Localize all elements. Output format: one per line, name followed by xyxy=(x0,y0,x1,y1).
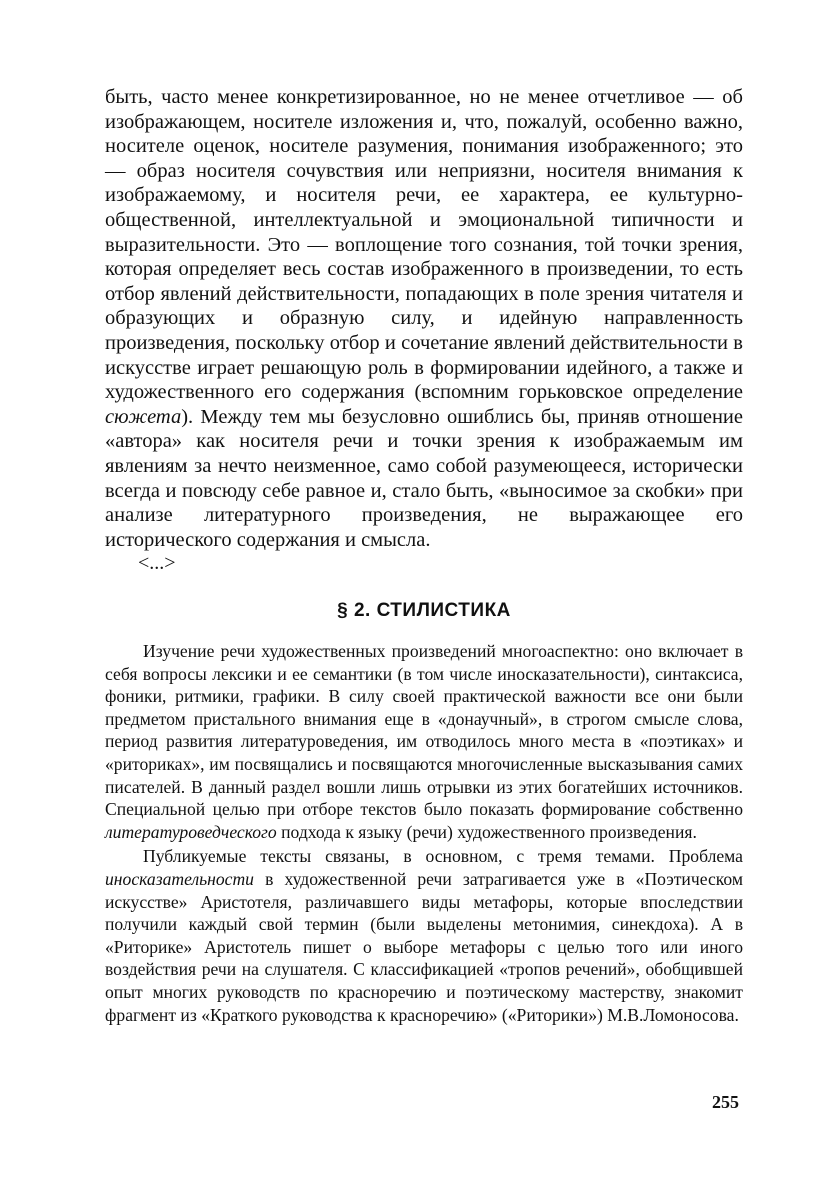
section-body xyxy=(105,640,743,1026)
para1-emphasis: литературоведческого xyxy=(105,821,277,842)
page-number: 255 xyxy=(712,1092,739,1112)
section-heading: § 2. СТИЛИСТИКА xyxy=(337,600,511,621)
para1-text-end: подхода к языку (речи) художественного произведения. xyxy=(276,821,697,842)
section-paragraph-2 xyxy=(105,845,743,1026)
intro-emphasis: сюжета xyxy=(105,405,182,428)
intro-text-start: быть, часто менее конкретизированное, но не менее отчетливое — об изображающем, носителе изложения и, что, пожалуй, особенно важно, носителе оценок, носителе разумения, понимания изображенного; это — образ носителя сочувствия или неприязни, носителя внимания к изображаемому, и носителя речи, ее характера, ее культурно-общественной, интеллектуальной и эмоциональной типичности и выразительности. Это — воплощение того сознания, той точки зрения, которая определяет весь состав изображенного в произведении, то есть отбор явлений действительности, попадающих в поле зрения читателя и образующих и образную силу, и идейную направленность произведения, поскольку отбор и сочетание явлений действительности в искусстве играет решающую роль в формировании идейного, а также и художественного его содержания (вспомним горьковское определение xyxy=(105,86,743,404)
para2-text-start: Публикуемые тексты связаны, в основном, с тремя темами. Проблема xyxy=(143,846,743,867)
para2-emphasis: иносказательности xyxy=(105,868,254,889)
intro-text-end: ). Между тем мы безусловно ошиблись бы, приняв отношение «автора» как носителя речи и точки зрения к изображаемым им явлениям за нечто неизменное, само собой разумеющееся, исторически всегда и повсюду себе равное и, стало быть, «выносимое за скобки» при анализе литературного произведения, не выражающее его исторического содержания и смысла. xyxy=(105,405,743,551)
para2-text-end: в художественной речи затрагивается уже в «Поэтическом искусстве» Аристотеля, различавшего виды метафоры, которые впоследствии получили каждый свой термин (были выделены метонимия, синекдоха). А в «Риторике» Аристотель пишет о выборе метафоры с целью того или иного воздействия речи на слушателя. С классификацией «тропов речений», обобщившей опыт многих руководств по красноречию и поэтическому мастерству, знакомит фрагмент из «Краткого руководства к красноречию» («Риторики») М.В.Ломоносова. xyxy=(105,868,743,1025)
para1-text-start: Изучение речи художественных произведений многоаспектно: оно включает в себя вопросы лексики и ее семантики (в том числе иносказательности), синтаксиса, фоники, ритмики, графики. В силу своей практической важности все они были предметом пристального внимания еще в «донаучный», в строгом смысле слова, период развития литературоведения, им отводилось много места в «поэтиках» и «риториках», им посвящались и посвящаются многочисленные высказывания самих писателей. В данный раздел вошли лишь отрывки из этих богатейших источников. Специальной целью при отборе текстов было показать формирование собственно xyxy=(105,641,743,820)
omission-mark: <...> xyxy=(138,552,176,574)
intro-paragraph xyxy=(105,85,743,552)
section-paragraph-1 xyxy=(105,640,743,843)
